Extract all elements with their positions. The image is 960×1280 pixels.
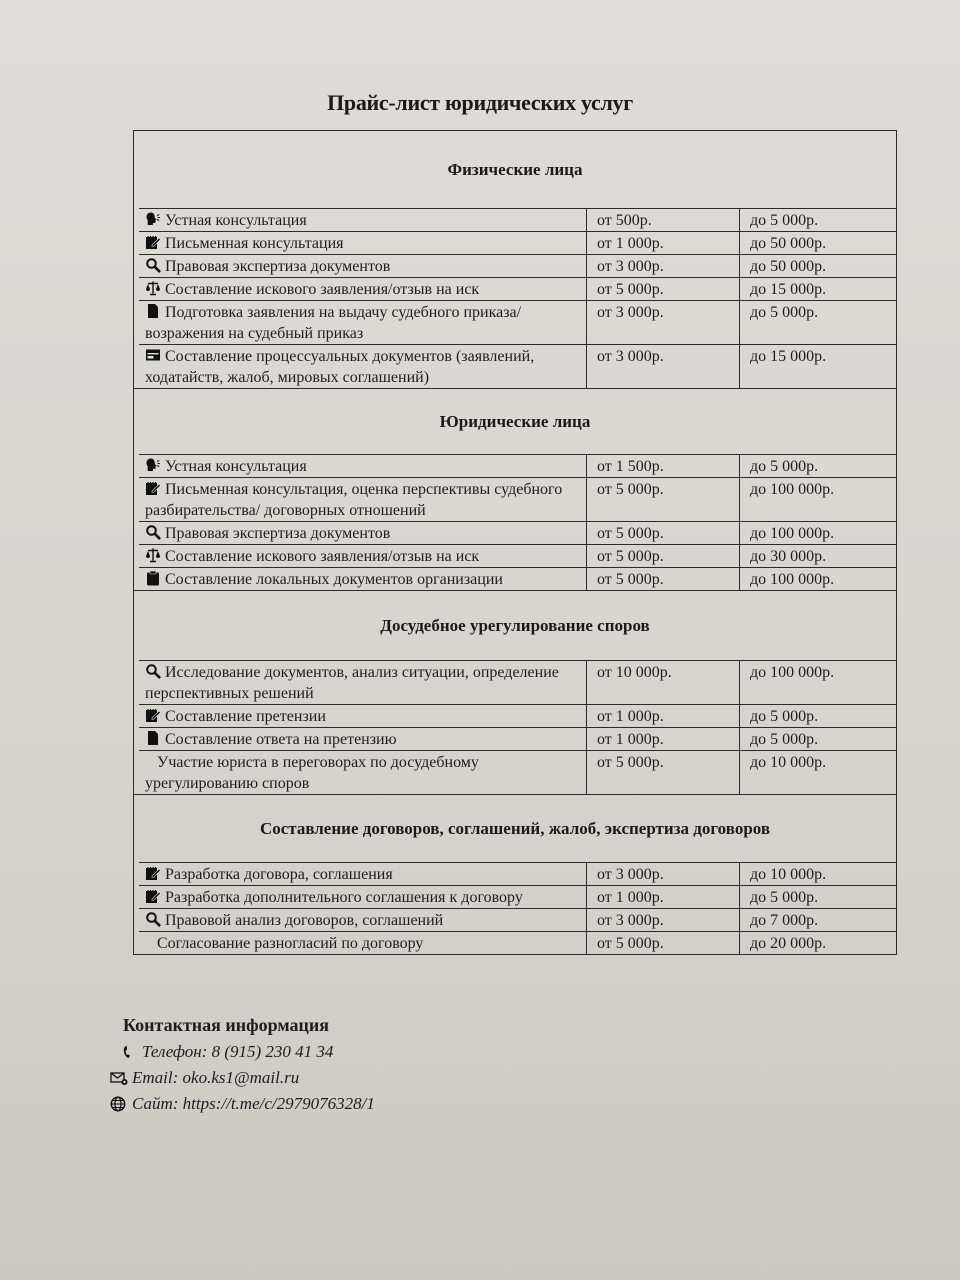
price-to: до 7 000р.	[739, 909, 896, 931]
table-row	[139, 255, 896, 278]
writing-note-icon	[145, 888, 161, 904]
price-to: до 50 000р.	[739, 255, 896, 277]
document-icon	[145, 730, 161, 746]
price-from: от 1 000р.	[586, 232, 739, 254]
price-to: до 100 000р.	[739, 522, 896, 544]
email-icon	[110, 1070, 128, 1086]
price-to: до 10 000р.	[739, 751, 896, 794]
form-card-icon	[145, 347, 161, 363]
price-from: от 5 000р.	[586, 545, 739, 567]
section-rows-individuals	[139, 208, 896, 388]
table-row	[139, 728, 896, 751]
service-name: Составление искового заявления/отзыв на иск	[165, 281, 480, 298]
service-name: Подготовка заявления на выдачу судебного приказа/возражения на судебный приказ	[145, 304, 522, 342]
price-from: от 5 000р.	[586, 522, 739, 544]
speaking-head-icon	[145, 457, 161, 473]
section-rows-pretrial	[139, 660, 896, 794]
price-from: от 1 500р.	[586, 455, 739, 477]
section-heading-pretrial: Досудебное урегулирование споров	[134, 590, 896, 660]
speaking-head-icon	[145, 211, 161, 227]
page-title: Прайс-лист юридических услуг	[327, 90, 633, 115]
phone-icon	[120, 1044, 138, 1060]
price-from: от 5 000р.	[586, 568, 739, 590]
table-row	[139, 522, 896, 545]
service-name: Исследование документов, анализ ситуации, определение перспективных решений	[145, 664, 559, 702]
service-name: Письменная консультация	[165, 235, 344, 252]
price-from: от 3 000р.	[586, 255, 739, 277]
section-rows-legal-entities	[139, 454, 896, 590]
contact-site: Сайт: https://t.me/c/2979076328/1	[110, 1091, 375, 1117]
price-to: до 5 000р.	[739, 886, 896, 908]
price-from: от 3 000р.	[586, 909, 739, 931]
price-to: до 5 000р.	[739, 728, 896, 750]
price-to: до 100 000р.	[739, 661, 896, 704]
contact-phone: Телефон: 8 (915) 230 41 34	[120, 1039, 375, 1065]
service-name: Согласование разногласий по договору	[157, 935, 424, 952]
price-to: до 5 000р.	[739, 301, 896, 344]
service-name: Правовая экспертиза документов	[165, 525, 391, 542]
table-row	[139, 932, 896, 954]
scales-icon	[145, 280, 161, 296]
section-heading-individuals: Физические лица	[447, 159, 583, 179]
table-row	[139, 886, 896, 909]
price-from: от 3 000р.	[586, 301, 739, 344]
writing-note-icon	[145, 234, 161, 250]
contacts-block	[110, 1015, 375, 1117]
service-name: Составление искового заявления/отзыв на иск	[165, 548, 480, 565]
price-from: от 5 000р.	[586, 932, 739, 954]
price-from: от 500р.	[586, 209, 739, 231]
globe-icon	[110, 1096, 128, 1112]
service-name: Составление локальных документов организации	[165, 571, 503, 588]
price-from: от 1 000р.	[586, 886, 739, 908]
price-to: до 100 000р.	[739, 478, 896, 521]
table-row	[139, 278, 896, 301]
price-to: до 30 000р.	[739, 545, 896, 567]
writing-note-icon	[145, 865, 161, 881]
writing-note-icon	[145, 480, 161, 496]
price-to: до 5 000р.	[739, 705, 896, 727]
contacts-title: Контактная информация	[123, 1015, 329, 1035]
table-row	[139, 863, 896, 886]
magnifier-icon	[145, 911, 161, 927]
price-to: до 100 000р.	[739, 568, 896, 590]
service-name: Составление ответа на претензию	[165, 731, 397, 748]
service-name: Устная консультация	[165, 458, 307, 475]
price-to: до 10 000р.	[739, 863, 896, 885]
section-heading-legal-entities: Юридические лица	[134, 388, 896, 454]
service-name: Разработка договора, соглашения	[165, 866, 393, 883]
scales-icon	[145, 547, 161, 563]
service-name: Составление процессуальных документов (заявлений, ходатайств, жалоб, мировых соглашений)	[145, 348, 535, 386]
service-name: Письменная консультация, оценка перспективы судебного разбирательства/ договорных отношений	[145, 481, 563, 519]
section-heading-contracts: Составление договоров, соглашений, жалоб, экспертиза договоров	[134, 794, 896, 862]
table-row	[139, 751, 896, 794]
service-name: Разработка дополнительного соглашения к договору	[165, 889, 523, 906]
table-row	[139, 301, 896, 345]
table-row	[139, 209, 896, 232]
service-name: Правовая экспертиза документов	[165, 258, 391, 275]
price-from: от 10 000р.	[586, 661, 739, 704]
price-from: от 5 000р.	[586, 278, 739, 300]
clipboard-icon	[145, 570, 161, 586]
price-to: до 5 000р.	[739, 455, 896, 477]
table-row	[139, 232, 896, 255]
contact-email: Email: oko.ks1@mail.ru	[110, 1065, 375, 1091]
price-from: от 1 000р.	[586, 728, 739, 750]
service-name: Участие юриста в переговорах по досудебному урегулированию споров	[145, 754, 479, 792]
table-row	[139, 705, 896, 728]
document-icon	[145, 303, 161, 319]
table-row	[139, 661, 896, 705]
price-to: до 15 000р.	[739, 345, 896, 388]
price-table	[133, 130, 897, 955]
service-name: Правовой анализ договоров, соглашений	[165, 912, 444, 929]
price-from: от 3 000р.	[586, 345, 739, 388]
magnifier-icon	[145, 524, 161, 540]
price-to: до 5 000р.	[739, 209, 896, 231]
table-row	[139, 455, 896, 478]
price-to: до 20 000р.	[739, 932, 896, 954]
table-row	[139, 545, 896, 568]
price-from: от 5 000р.	[586, 478, 739, 521]
service-name: Составление претензии	[165, 708, 326, 725]
section-rows-contracts	[139, 862, 896, 954]
price-from: от 1 000р.	[586, 705, 739, 727]
price-to: до 15 000р.	[739, 278, 896, 300]
writing-note-icon	[145, 707, 161, 723]
service-name: Устная консультация	[165, 212, 307, 229]
price-from: от 3 000р.	[586, 863, 739, 885]
table-row	[139, 568, 896, 590]
magnifier-icon	[145, 663, 161, 679]
price-to: до 50 000р.	[739, 232, 896, 254]
magnifier-icon	[145, 257, 161, 273]
table-row	[139, 909, 896, 932]
table-row	[139, 478, 896, 522]
table-row	[139, 345, 896, 388]
price-from: от 5 000р.	[586, 751, 739, 794]
